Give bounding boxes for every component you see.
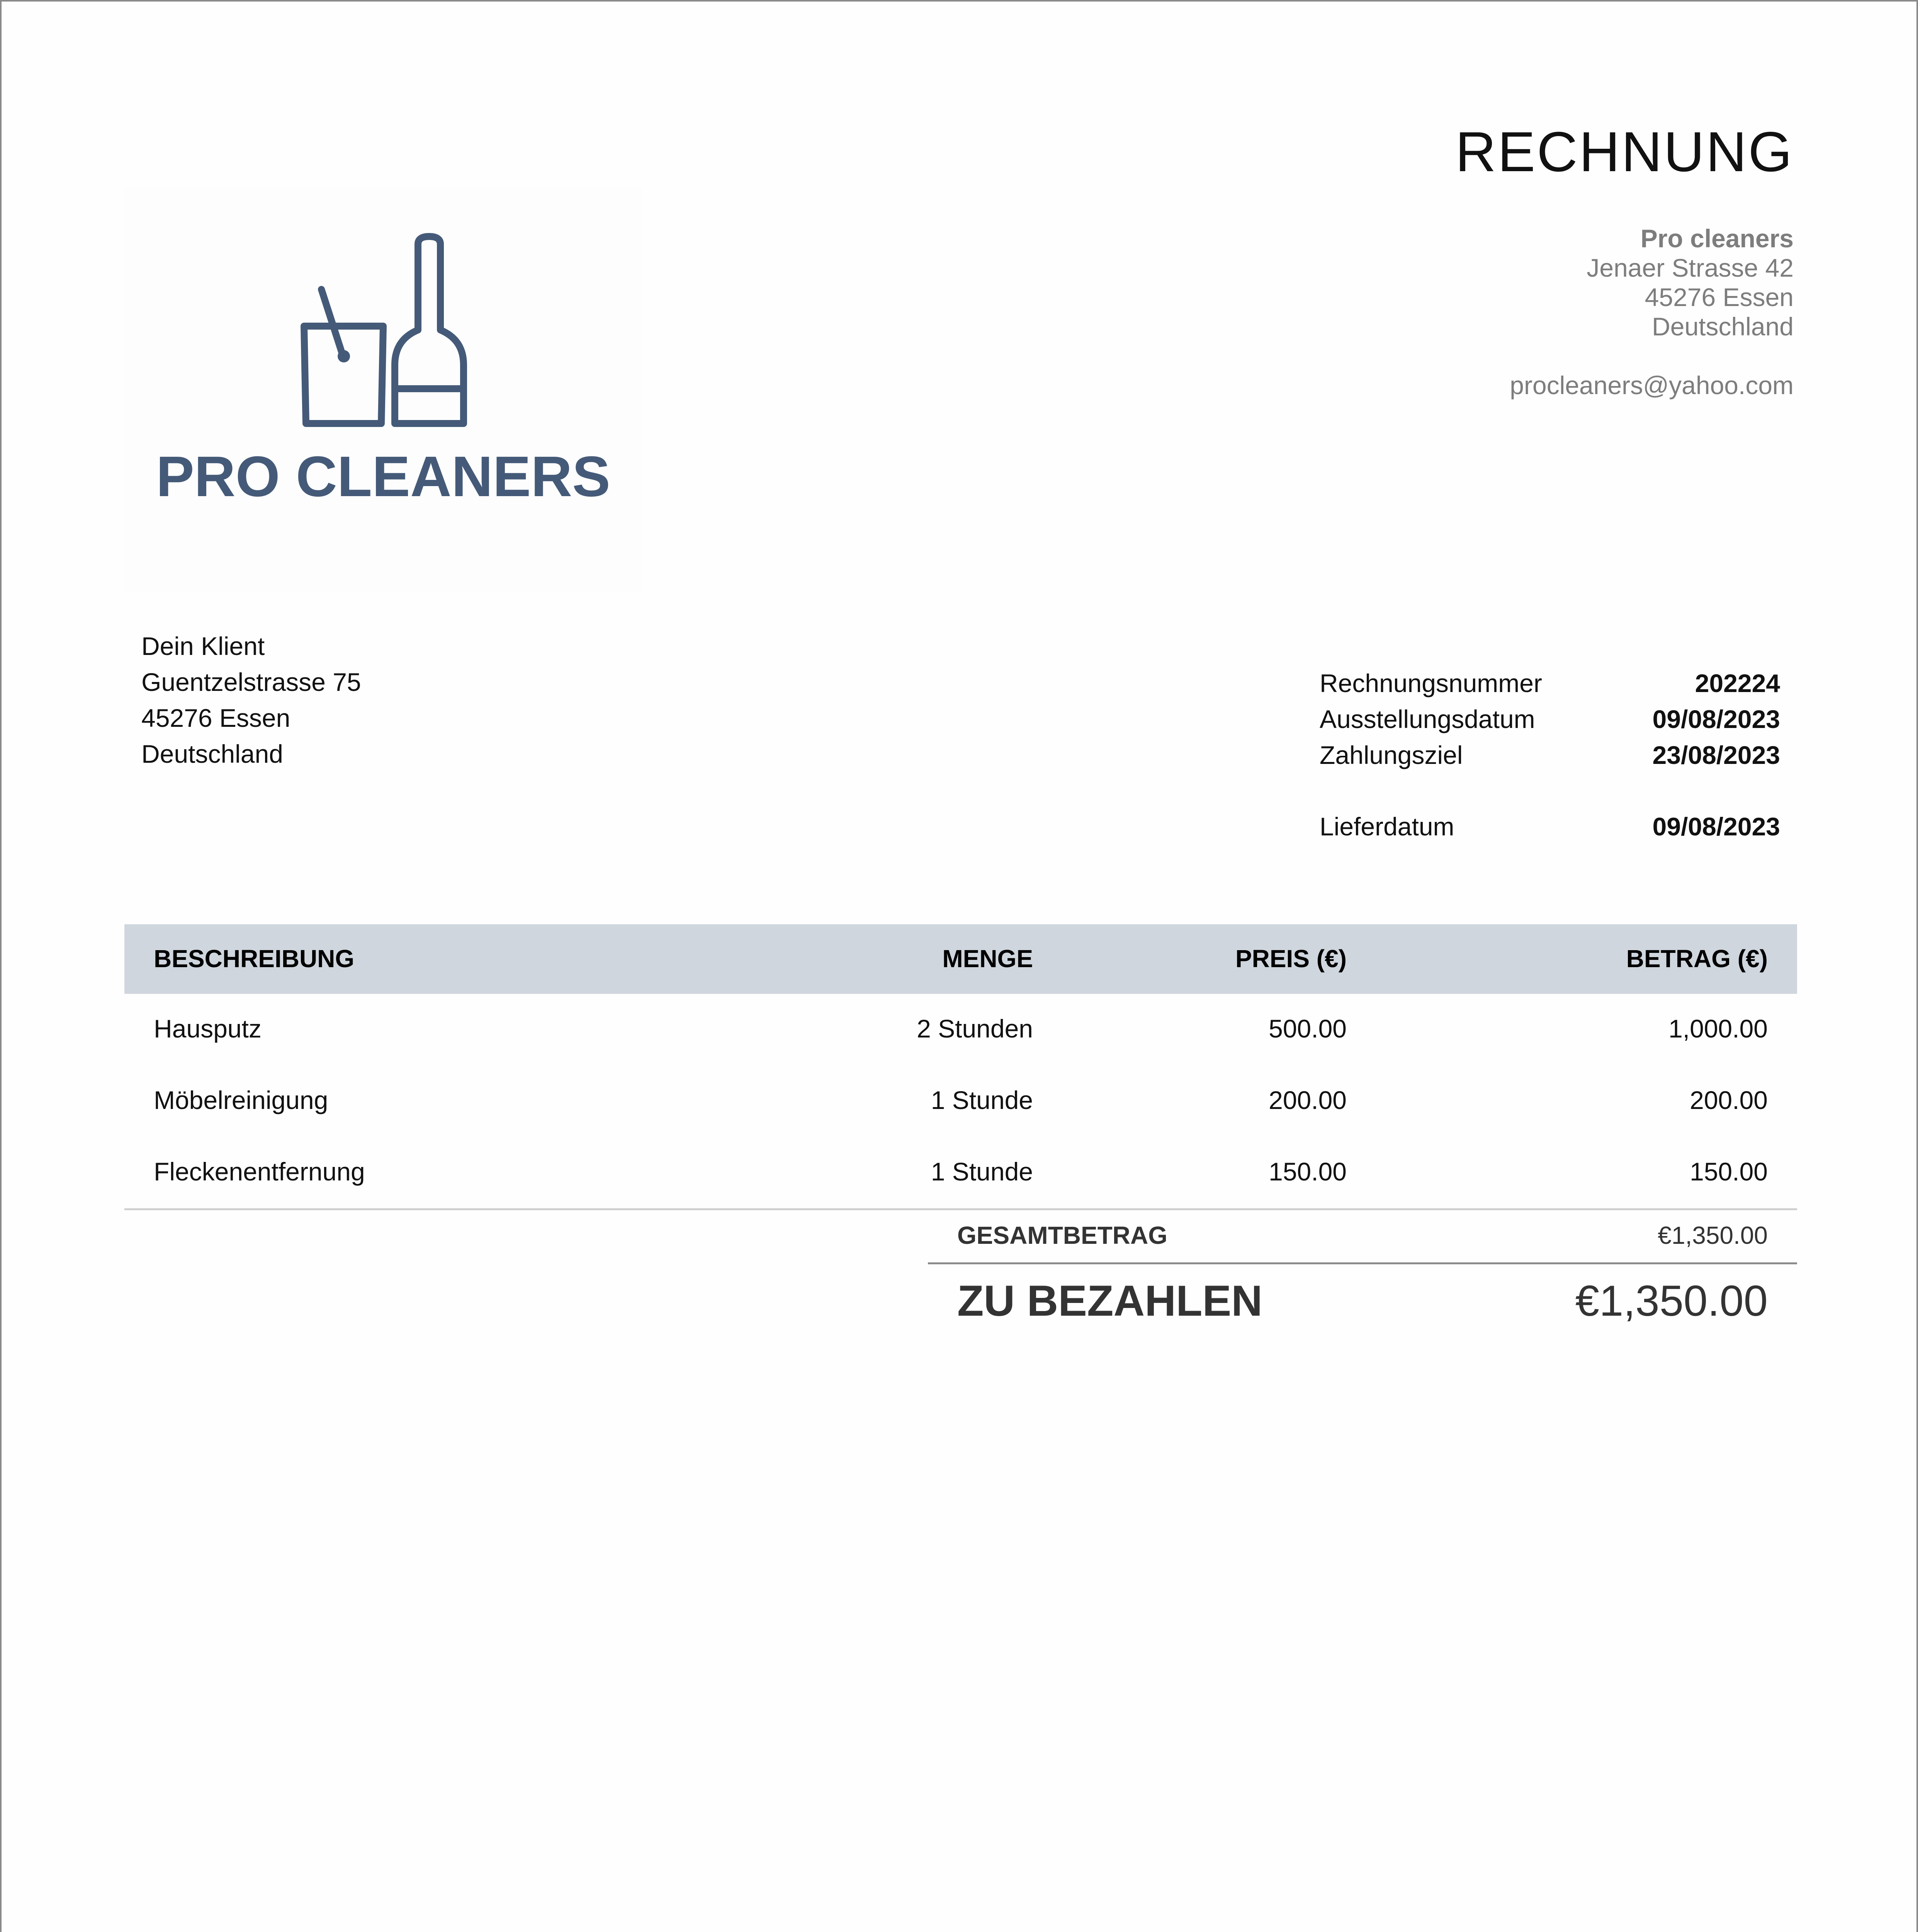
subtotal-label: GESAMTBETRAG — [957, 1221, 1167, 1249]
row-quantity: 1 Stunde — [931, 1157, 1033, 1186]
client-street: Guentzelstrasse 75 — [141, 668, 361, 696]
totals-block — [928, 1206, 1797, 1334]
table-header — [124, 924, 1797, 994]
header-price: PREIS (€) — [1235, 945, 1347, 973]
row-price: 500.00 — [1269, 1014, 1347, 1043]
header-quantity: MENGE — [942, 945, 1033, 973]
meta-row-issue-date — [1320, 704, 1780, 740]
seller-email: procleaners@yahoo.com — [1510, 371, 1794, 400]
amount-due-value: €1,350.00 — [1575, 1277, 1768, 1325]
client-city: 45276 Essen — [141, 704, 291, 732]
row-price: 200.00 — [1269, 1086, 1347, 1114]
meta-label: Rechnungsnummer — [1320, 669, 1542, 697]
table-row — [124, 1065, 1797, 1137]
meta-label: Ausstellungsdatum — [1320, 705, 1535, 733]
seller-name: Pro cleaners — [1640, 224, 1794, 253]
meta-label: Zahlungsziel — [1320, 741, 1463, 769]
row-quantity: 1 Stunde — [931, 1086, 1033, 1114]
company-logo — [124, 187, 642, 593]
seller-address — [1510, 224, 1794, 400]
row-amount: 150.00 — [1690, 1157, 1768, 1186]
row-description: Hausputz — [154, 1014, 262, 1043]
meta-value: 09/08/2023 — [1652, 705, 1780, 733]
seller-street: Jenaer Strasse 42 — [1587, 253, 1794, 282]
meta-row-delivery-date — [1320, 812, 1780, 848]
row-quantity: 2 Stunden — [917, 1014, 1033, 1043]
seller-country: Deutschland — [1652, 312, 1794, 341]
line-items-table — [124, 924, 1797, 1210]
subtotal-value: €1,350.00 — [1658, 1221, 1768, 1249]
header-amount: BETRAG (€) — [1626, 945, 1768, 973]
meta-value: 09/08/2023 — [1652, 812, 1780, 841]
amount-due-label: ZU BEZAHLEN — [957, 1277, 1263, 1325]
client-name: Dein Klient — [141, 632, 265, 660]
client-country: Deutschland — [141, 740, 283, 768]
header-description: BESCHREIBUNG — [154, 945, 355, 973]
meta-value: 202224 — [1695, 669, 1780, 697]
subtotal-row — [928, 1206, 1797, 1264]
seller-city: 45276 Essen — [1644, 283, 1794, 311]
row-amount: 200.00 — [1690, 1086, 1768, 1114]
meta-value: 23/08/2023 — [1652, 741, 1780, 769]
table-body — [124, 994, 1797, 1210]
invoice-title: RECHNUNG — [1455, 120, 1794, 183]
table-row — [124, 994, 1797, 1065]
invoice-meta — [1320, 668, 1780, 848]
row-description: Fleckenentfernung — [154, 1157, 365, 1186]
client-address — [141, 628, 361, 772]
amount-due-row — [928, 1264, 1797, 1334]
row-price: 150.00 — [1269, 1157, 1347, 1186]
meta-label: Lieferdatum — [1320, 812, 1454, 841]
meta-row-due-date — [1320, 740, 1780, 776]
row-description: Möbelreinigung — [154, 1086, 328, 1114]
bucket-and-brush-icon — [304, 236, 464, 423]
logo-text: PRO CLEANERS — [156, 445, 610, 509]
meta-row-invoice-number — [1320, 668, 1780, 704]
table-row — [124, 1137, 1797, 1208]
row-amount: 1,000.00 — [1668, 1014, 1768, 1043]
